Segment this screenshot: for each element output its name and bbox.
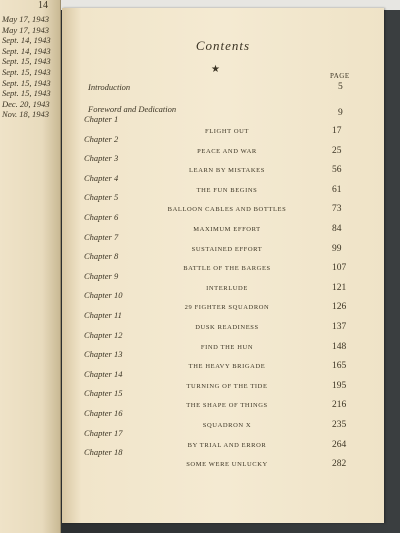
chapter-title[interactable]: BY TRIAL AND ERROR (187, 441, 267, 449)
chapter-page: 264 (332, 439, 347, 450)
chapter-title[interactable]: DUSK READINESS (195, 324, 259, 331)
chapter-label: Chapter 2 (84, 133, 119, 144)
left-date-item: Dec. 20, 1943 (2, 98, 50, 109)
chapter-title[interactable]: BATTLE OF THE BARGES (183, 265, 271, 273)
chapter-page: 17 (332, 126, 342, 136)
left-date-list (2, 14, 51, 120)
chapter-label: Chapter 5 (84, 192, 119, 203)
chapter-label: Chapter 1 (84, 114, 119, 124)
chapter-page: 282 (332, 459, 347, 470)
left-date-item: Sept. 15, 1943 (2, 66, 51, 77)
chapter-page: 73 (332, 204, 342, 215)
chapter-page: 126 (332, 302, 347, 313)
left-date-item: Nov. 18, 1943 (2, 109, 50, 120)
chapter-label: Chapter 11 (84, 310, 122, 320)
left-date-item: May 17, 1943 (2, 14, 49, 24)
chapter-title[interactable]: BALLOON CABLES AND BOTTLES (167, 206, 287, 214)
chapter-title[interactable]: 29 FIGHTER SQUADRON (184, 304, 270, 312)
chapter-title[interactable]: LEARN BY MISTAKES (189, 167, 265, 175)
page-column-header: PAGE (330, 72, 350, 80)
chapter-title[interactable]: SOME WERE UNLUCKY (186, 461, 268, 469)
chapter-title[interactable]: THE SHAPE OF THINGS (186, 402, 268, 410)
chapter-label: Chapter 3 (84, 153, 119, 164)
contents-page (62, 8, 384, 523)
left-date-item: May 17, 1943 (2, 24, 49, 35)
chapter-page: 56 (332, 165, 342, 176)
chapter-title[interactable]: PEACE AND WAR (197, 147, 257, 155)
chapter-label: Chapter 12 (84, 329, 123, 340)
chapter-page: 216 (332, 400, 347, 411)
chapter-title[interactable]: MAXIMUM EFFORT (193, 226, 261, 233)
chapter-title[interactable]: THE HEAVY BRIGADE (188, 363, 266, 371)
chapter-title[interactable]: SQUADRON X (202, 422, 252, 429)
chapter-label: Chapter 10 (84, 290, 123, 301)
chapter-page: 121 (332, 282, 347, 293)
chapter-page: 99 (332, 243, 342, 254)
front-matter-label[interactable]: Foreword and Dedication (88, 104, 177, 114)
left-date-item: Sept. 14, 1943 (2, 45, 51, 56)
front-matter-label[interactable]: Introduction (88, 82, 131, 92)
chapter-label: Chapter 17 (84, 427, 123, 438)
chapter-label: Chapter 16 (84, 408, 123, 418)
chapter-label: Chapter 13 (84, 349, 123, 360)
chapter-page: 25 (332, 145, 342, 156)
chapter-page: 61 (332, 184, 342, 195)
chapter-title[interactable]: FIND THE HUN (200, 343, 254, 351)
left-page (0, 0, 61, 533)
chapter-label: Chapter 8 (84, 251, 119, 262)
star-ornament: ★ (211, 64, 220, 75)
chapter-title[interactable]: THE FUN BEGINS (196, 186, 258, 194)
left-date-item: Sept. 15, 1943 (2, 56, 51, 67)
chapter-page: 235 (332, 420, 347, 430)
left-date-item: Sept. 15, 1943 (2, 77, 51, 88)
left-page-number: 14 (38, 0, 48, 11)
chapter-label: Chapter 18 (84, 447, 123, 458)
chapter-title[interactable]: INTERLUDE (206, 284, 248, 292)
chapter-page: 84 (332, 224, 342, 234)
chapter-label: Chapter 6 (84, 212, 119, 222)
chapter-page: 137 (332, 322, 347, 332)
page-title: Contents (195, 38, 251, 53)
front-matter-page: 5 (338, 82, 343, 92)
chapter-label: Chapter 7 (84, 231, 119, 242)
chapter-label: Chapter 15 (84, 388, 123, 399)
chapter-page: 165 (332, 361, 347, 372)
chapter-label: Chapter 14 (84, 368, 123, 379)
chapter-label: Chapter 9 (84, 270, 119, 281)
chapter-title[interactable]: SUSTAINED EFFORT (191, 245, 263, 253)
chapter-page: 148 (332, 341, 347, 352)
front-matter-page: 9 (338, 108, 343, 118)
chapter-title[interactable]: FLIGHT OUT (205, 128, 249, 135)
chapter-page: 107 (332, 263, 347, 274)
left-date-item: Sept. 15, 1943 (2, 88, 51, 99)
left-date-item: Sept. 14, 1943 (2, 35, 51, 46)
chapter-page: 195 (332, 380, 347, 391)
chapter-label: Chapter 4 (84, 172, 119, 183)
chapter-title[interactable]: TURNING OF THE TIDE (186, 382, 268, 390)
